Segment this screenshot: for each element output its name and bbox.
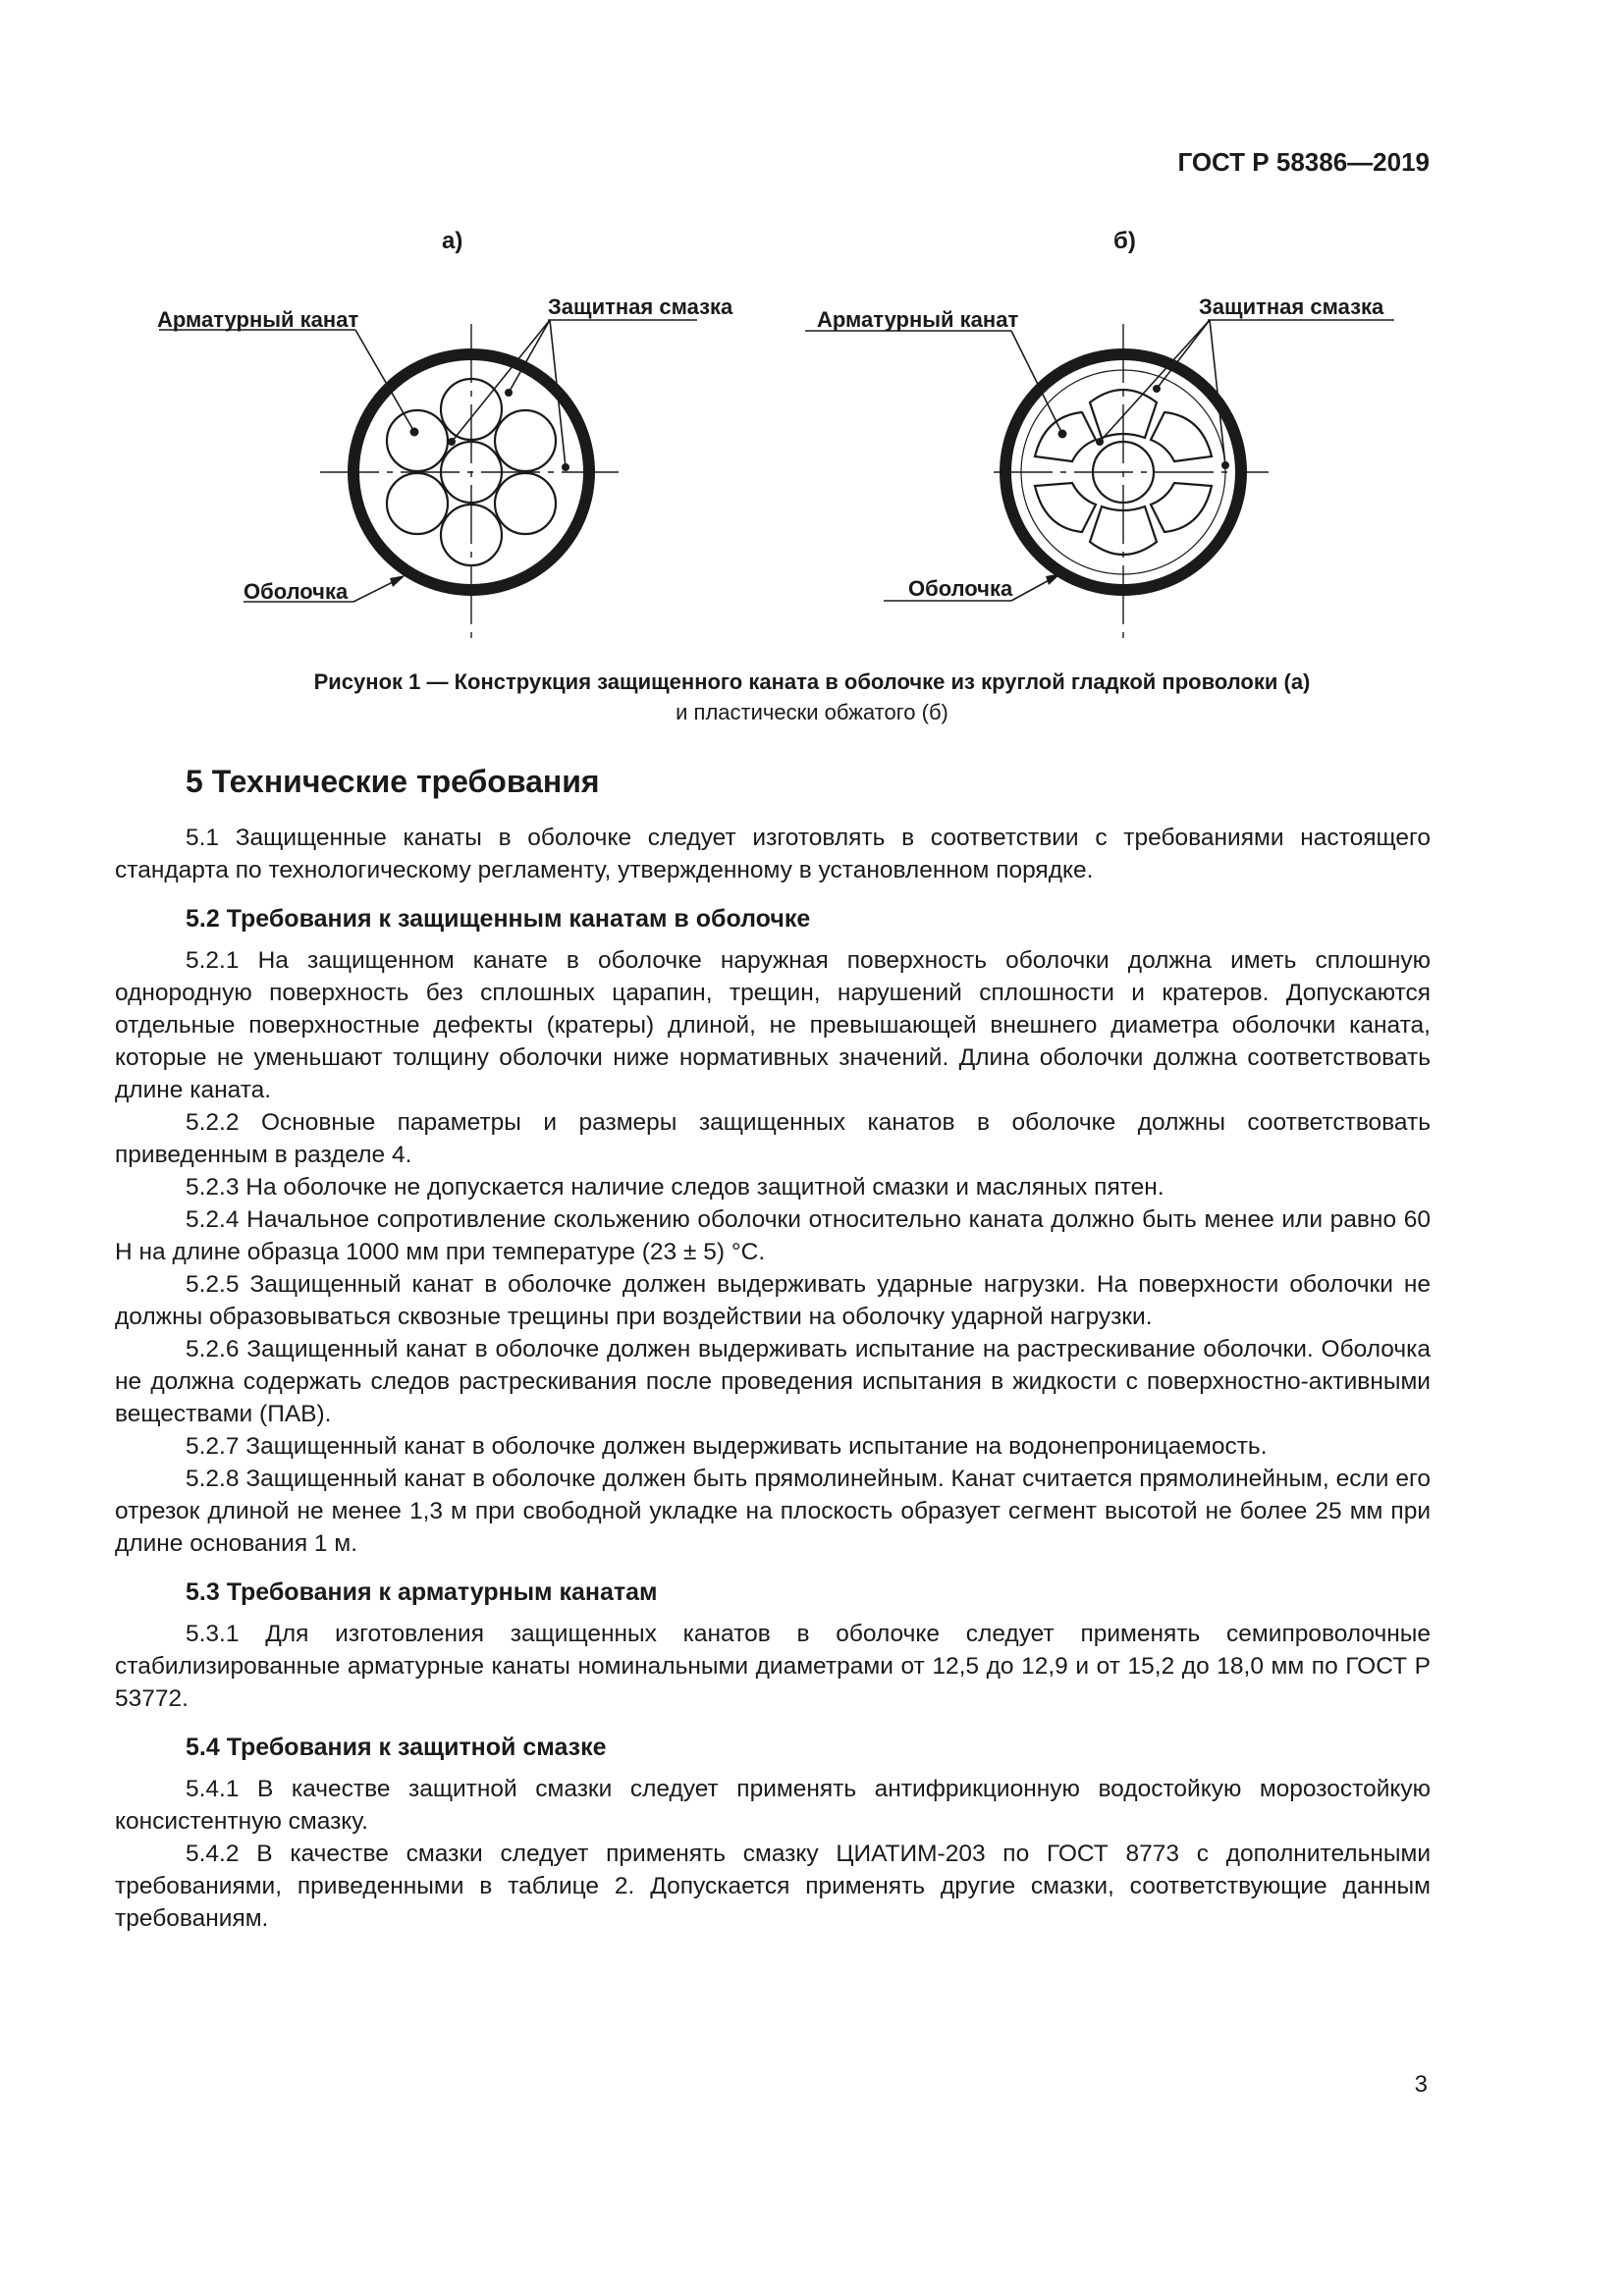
- paragraph: 5.2.4 Начальное сопротивление скольжению оболочки относительно каната должно быть менее или равно 60 Н на длине образца 1000 мм при температуре (23 ± 5) °С.: [115, 1206, 1431, 1265]
- wire-outer: [387, 473, 448, 534]
- section-title: 5 Технические требования: [186, 764, 600, 799]
- wire-outer: [495, 473, 556, 534]
- wire-compacted: [1151, 412, 1212, 461]
- paragraph: 5.2.1 На защищенном канате в оболочке наружная поверхность оболочки должна иметь сплошную однородную поверхность без сплошных царапин, трещин, нарушений сплошности и кратеров. Допускаются отдельные поверхностные дефекты (кратеры) длиной, не превышающей внешнего диаметра оболочки каната, которые не уменьшают толщину оболочки ниже нормативных значений. Длина оболочки должна соответствовать длине каната.: [115, 947, 1431, 1103]
- paragraph: 5.2.3 На оболочке не допускается наличие следов защитной смазки и масляных пятен.: [186, 1174, 1164, 1201]
- paragraph: 5.2.5 Защищенный канат в оболочке должен выдерживать ударные нагрузки. На поверхности оболочки не должны образовываться сквозные трещины при воздействии на оболочку ударной нагрузки.: [115, 1271, 1431, 1330]
- paragraph: 5.4.2 В качестве смазки следует применять смазку ЦИАТИМ-203 по ГОСТ 8773 с дополнительными требованиями, приведенными в таблице 2. Допускается применять другие смазки, соответствующие данным требованиям.: [115, 1841, 1431, 1932]
- wire-compacted: [1035, 483, 1096, 532]
- standard-number: ГОСТ Р 58386—2019: [1177, 147, 1430, 177]
- page-number: 3: [1414, 2071, 1428, 2098]
- figure-panel-a: [147, 285, 697, 638]
- paragraph: 5.4.1 В качестве защитной смазки следует применять антифрикционную водостойкую морозостойкую консистентную смазку.: [115, 1776, 1431, 1835]
- figure-caption-cont: и пластически обжатого (б): [676, 700, 948, 724]
- label-rope-a: Арматурный канат: [157, 307, 359, 332]
- wire-outer: [387, 410, 448, 471]
- label-rope-b: Арматурный канат: [817, 307, 1019, 332]
- wire-compacted: [1151, 483, 1212, 532]
- paragraph: 5.3.1 Для изготовления защищенных канатов в оболочке следует применять семипроволочные стабилизированные арматурные канаты номинальными диаметрами от 12,5 до 12,9 и от 15,2 до 18,0 мм по ГОСТ Р 53772.: [115, 1621, 1431, 1712]
- subsection-title: 5.3 Требования к арматурным канатам: [186, 1578, 658, 1606]
- paragraph: 5.2.2 Основные параметры и размеры защищенных канатов в оболочке должны соответствовать приведенным в разделе 4.: [115, 1109, 1431, 1168]
- paragraph: 5.1 Защищенные канаты в оболочке следует изготовлять в соответствии с требованиями настоящего стандарта по технологическому регламенту, утвержденному в установленном порядке.: [115, 825, 1431, 883]
- paragraph: 5.2.6 Защищенный канат в оболочке должен выдерживать испытание на растрескивание оболочки. Оболочка не должна содержать следов растрескивания после проведения испытания в жидкости с поверхностно-активными веществами (ПАВ).: [115, 1336, 1431, 1427]
- label-sheath-b: Оболочка: [908, 576, 1013, 601]
- subsection-title: 5.2 Требования к защищенным канатам в оболочке: [186, 905, 811, 933]
- label-grease-b: Защитная смазка: [1199, 294, 1384, 319]
- figure-panel-b: [805, 285, 1394, 638]
- paragraph: 5.2.8 Защищенный канат в оболочке должен быть прямолинейным. Канат считается прямолинейным, если его отрезок длиной не менее 1,3 м при свободной укладке на плоскость образует сегмент высотой не более 25 мм при длине основания 1 м.: [115, 1466, 1431, 1557]
- paragraph: 5.2.7 Защищенный канат в оболочке должен выдерживать испытание на водонепроницаемость.: [186, 1433, 1268, 1460]
- figure-panel-a-label: а): [442, 228, 463, 254]
- wire-outer: [495, 410, 556, 471]
- body-text: [115, 766, 1431, 1935]
- figure-caption: Рисунок 1 — Конструкция защищенного каната в оболочке из круглой гладкой проволоки (а): [313, 669, 1311, 694]
- subsection-title: 5.4 Требования к защитной смазке: [186, 1734, 607, 1761]
- figure-panel-b-label: б): [1113, 228, 1136, 254]
- label-sheath-a: Оболочка: [244, 579, 349, 604]
- label-grease-a: Защитная смазка: [548, 294, 733, 319]
